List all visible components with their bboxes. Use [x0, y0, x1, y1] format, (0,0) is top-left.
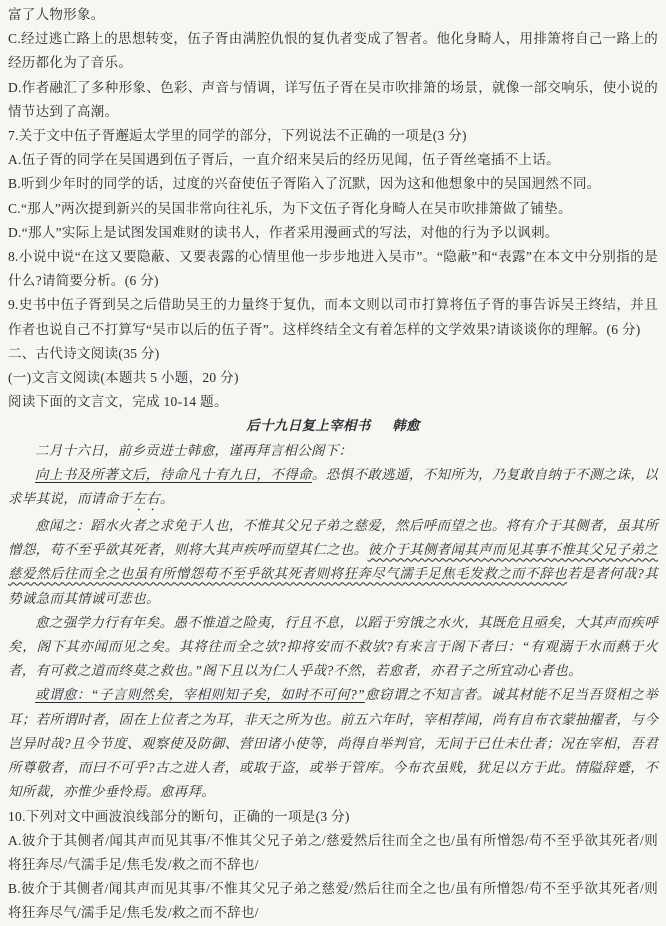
q6-option-d: D.作者融汇了多种形象、色彩、声音与情调，详写伍子胥在吴市吹排箫的场景，就像一部交响乐，使小说的情节达到了高潮。	[8, 79, 658, 119]
passage-para-1	[8, 463, 658, 514]
para1-underlined-segment: 向上书及所著文后，待命凡十有九日，不得命	[35, 466, 312, 482]
q7-option-a: A.伍子胥的同学在吴国遇到伍子胥后，一直介绍来吴后的经历见闻，伍子胥丝毫插不上话。	[8, 152, 560, 168]
para2-wavy-segment: 彼介于其侧者闻其声而见其事不惟其父兄子弟之慈爱然后往而全之也虽有所憎怨苟不至乎欲其死者则将狂奔尽气濡手足焦毛发救之而不辞也	[8, 542, 658, 582]
passage-title-line	[8, 414, 658, 438]
passage-para-4	[8, 683, 658, 804]
para2-text-2: 若是者何哉?其势诚急而其情诚可悲也。	[8, 566, 658, 606]
para4-text: 愈窃谓之不知言者。诚其材能不足当吾贤相之举耳；若所谓时者，固在上位者之为耳，非天之所为也。前五六年时，宰相荐闻，尚有自布衣蒙抽擢者，与今岂异时哉?且今节度、观察使及防御、营田诸小使等，尚得自举判官，无间于已仕未仕者；况在宰相，吾君所尊敬者，而曰不可乎?古之进人者，或取于盗，或举于管库。今布衣虽贱，犹足以方于此。情隘辞蹙，不知所裁，亦惟少垂怜焉。愈再拜。	[8, 687, 658, 800]
passage-para-3: 愈之强学力行有年矣。愚不惟道之险夷，行且不息，以蹈于穷饿之水火，其既危且亟矣，大其声而疾呼矣，阁下其亦闻而见之矣。其将往而全之欤?抑将安而不救欤?有来言于阁下者曰：“有观溺于水而爇于火者，有可救之道而终莫之救也。”阁下且以为仁人乎哉?不然，若愈者，亦君子之所宜动心者也。	[8, 614, 658, 679]
passage-para-2	[8, 514, 658, 611]
passage-author: 韩愈	[392, 418, 420, 434]
para2-text-1: 愈闻之：蹈水火者之求免于人也，不惟其父兄子弟之慈爱，然后呼而望之也。将有介于其侧者，虽其所憎怨，苟不至乎欲其死者，则将大其声疾呼而望其仁之也。	[8, 518, 658, 558]
para1-text-end: 。	[159, 491, 174, 507]
q7-stem: 7.关于文中伍子胥邂逅太学里的同学的部分，下列说法不正确的一项是(3 分)	[8, 128, 467, 144]
para1-emphasized-word: 左右	[132, 491, 160, 507]
passage-salutation: 二月十六日，前乡贡进士韩愈，谨再拜言相公阁下：	[35, 442, 353, 458]
passage-instruction: 阅读下面的文言文，完成 10-14 题。	[8, 394, 228, 410]
q9-stem: 9.史书中伍子胥到吴之后借助吴王的力量终于复仇，而本文则以司市打算将伍子胥的事告诉吴王终结，并且作者也说自己不打算写“吴市以后的伍子胥”。这样终结全文有着怎样的文学效果?请谈谈你的理解。(6 分)	[8, 297, 658, 337]
q7-option-b: B.听到少年时的同学的话，过度的兴奋使伍子胥陷入了沉默，因为这和他想象中的吴国迥然不同。	[8, 176, 601, 192]
q6-option-c: C.经过逃亡路上的思想转变，伍子胥由满腔仇恨的复仇者变成了智者。他化身畸人，用排箫将自己一路上的经历都化为了音乐。	[8, 31, 658, 71]
q8-stem: 8.小说中说“在这又要隐蔽、又要表露的心情里他一步步地进入吴市”。“隐蔽”和“表露”在本文中分别指的是什么?请简要分析。(6 分)	[8, 249, 658, 289]
section-heading: 二、古代诗文阅读(35 分)	[8, 345, 160, 361]
q10-stem: 10.下列对文中画波浪线部分的断句，正确的一项是(3 分)	[8, 808, 350, 824]
passage-title: 后十九日复上宰相书	[246, 418, 371, 434]
para4-underlined-segment: 或谓愈：“子言则然矣，宰相则知子矣，如时不可何?”	[35, 687, 365, 703]
q6-option-b-tail: 富了人物形象。	[8, 7, 105, 22]
q10-option-a: A.彼介于其侧者/闻其声而见其事/不惟其父兄子弟之/慈爱然后往而全之也/虽有所憎怨/苟不至乎欲其死者/则将狂奔尽/气濡手足/焦毛发/救之而不辞也/	[8, 832, 658, 872]
q7-option-c: C.“那人”两次提到新兴的吴国非常向往礼乐，为下文伍子胥化身畸人在吴市吹排箫做了铺垫。	[8, 200, 572, 216]
subsection-heading: (一)文言文阅读(本题共 5 小题，20 分)	[8, 370, 239, 386]
q7-option-d: D.“那人”实际上是试图发国难财的读书人，作者采用漫画式的写法，对他的行为予以讽刺。	[8, 224, 559, 240]
q10-option-b: B.彼介于其侧者/闻其声而见其事/不惟其父兄子弟之慈爱/然后往而全之也/虽有所憎怨/苟不至乎欲其死者/则将狂奔尽气/濡手足/焦毛发/救之而不辞也/	[8, 881, 658, 921]
para1-text: 。恐惧不敢逃遁，不知所为，乃复敢自纳于不测之诛，以求毕其说，而请命于	[8, 466, 659, 507]
